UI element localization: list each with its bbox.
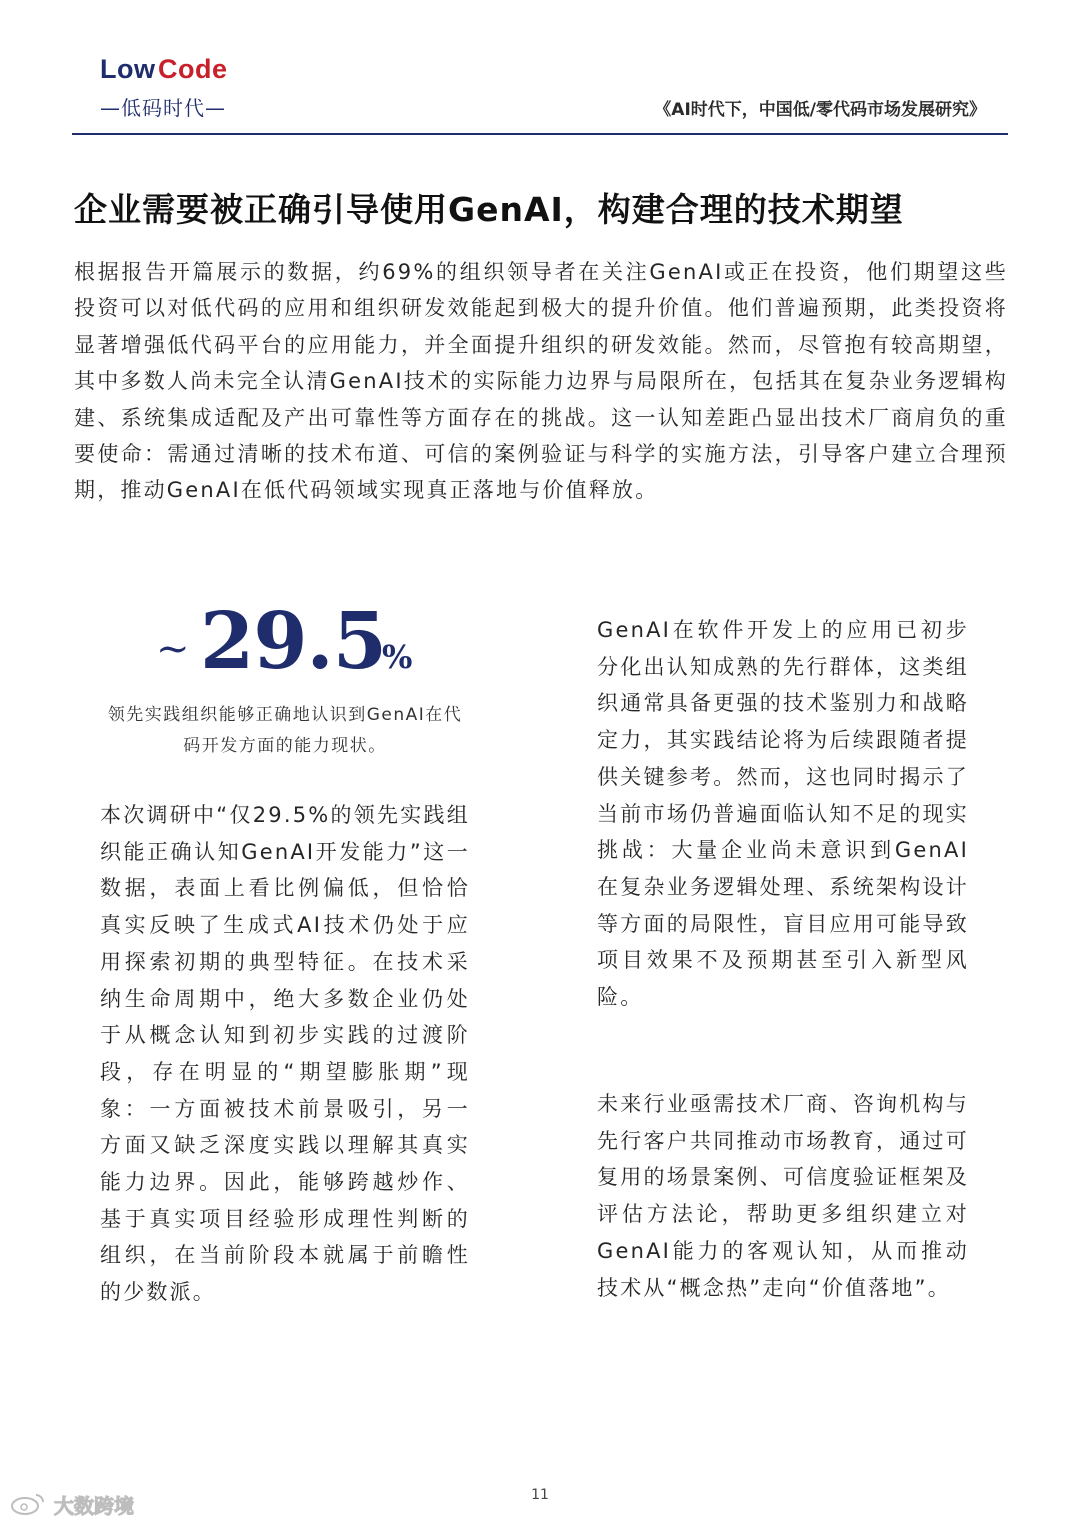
stat-unit: %: [382, 638, 413, 676]
weibo-icon: [10, 1492, 46, 1516]
stat-prefix: ~: [156, 626, 190, 672]
watermark: [10, 1490, 150, 1522]
left-column-paragraph: 本次调研中“仅29.5%的领先实践组织能正确认知GenAI开发能力”这一数据，表面上看比例偏低，但恰恰真实反映了生成式AI技术仍处于应用探索初期的典型特征。在技术采纳生命周期中，绝大多数企业仍处于从概念认知到初步实践的过渡阶段，存在明显的“期望膨胀期”现象：一方面被技术前景吸引，另一方面又缺乏深度实践以理解其真实能力边界。因此，能够跨越炒作、基于真实项目经验形成理性判断的组织，在当前阶段本就属于前瞻性的少数派。: [100, 803, 470, 1305]
report-title: 《AI时代下，中国低/零代码市场发展研究》: [654, 100, 986, 120]
stat-caption: 领先实践组织能够正确地认识到GenAI在代码开发方面的能力现状。: [107, 705, 463, 756]
page-number: 11: [531, 1487, 549, 1503]
stat-highlight: [150, 596, 420, 686]
header-divider: [72, 133, 1008, 135]
logo-text-code: Code: [158, 54, 228, 84]
logo-text-low: Low: [100, 54, 156, 84]
intro-paragraph: 根据报告开篇展示的数据，约69%的组织领导者在关注GenAI或正在投资，他们期望这些投资可以对低代码的应用和组织研发效能起到极大的提升价值。他们普遍预期，此类投资将显著增强低代码平台的应用能力，并全面提升组织的研发效能。然而，尽管抱有较高期望，其中多数人尚未完全认清GenAI技术的实际能力边界与局限所在，包括其在复杂业务逻辑构建、系统集成适配及产出可靠性等方面存在的挑战。这一认知差距凸显出技术厂商肩负的重要使命：需通过清晰的技术布道、可信的案例验证与科学的实施方法，引导客户建立合理预期，推动GenAI在低代码领域实现真正落地与价值释放。: [74, 260, 1008, 503]
stat-value: 29.5: [200, 596, 386, 687]
watermark-text: 大数跨境: [54, 1494, 134, 1518]
lowcode-logo: [100, 52, 240, 122]
right-column-paragraph-1: GenAI在软件开发上的应用已初步分化出认知成熟的先行群体，这类组织通常具备更强的技术鉴别力和战略定力，其实践结论将为后续跟随者提供关键参考。然而，这也同时揭示了当前市场仍普遍面临认知不足的现实挑战：大量企业尚未意识到GenAI在复杂业务逻辑处理、系统架构设计等方面的局限性，盲目应用可能导致项目效果不及预期甚至引入新型风险。: [597, 618, 969, 1010]
right-column-paragraph-2: 未来行业亟需技术厂商、咨询机构与先行客户共同推动市场教育，通过可复用的场景案例、可信度验证框架及评估方法论，帮助更多组织建立对GenAI能力的客观认知，从而推动技术从“概念热”走向“价值落地”。: [597, 1092, 969, 1300]
page-title: 企业需要被正确引导使用GenAI，构建合理的技术期望: [74, 190, 904, 229]
logo-subtitle: —低码时代—: [100, 96, 226, 120]
